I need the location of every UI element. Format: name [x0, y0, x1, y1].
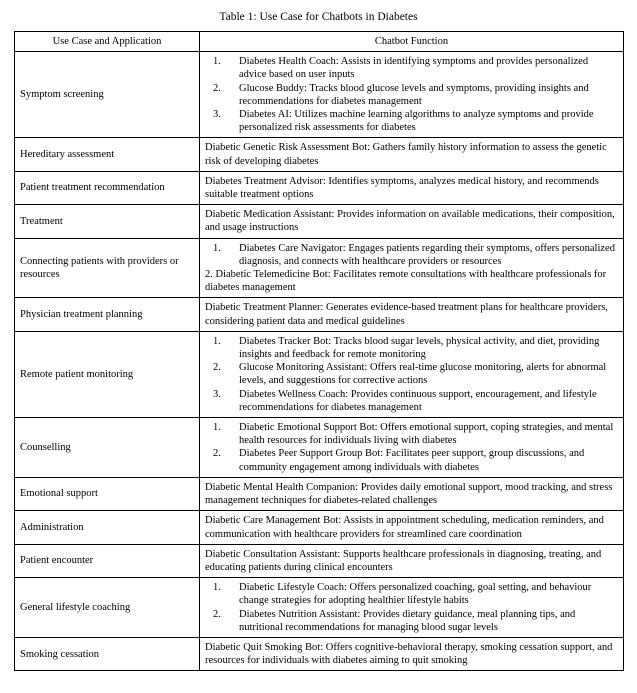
list-number: 1.: [213, 335, 221, 347]
chatbot-function-cell: [200, 578, 624, 638]
chatbot-function-cell: [200, 331, 624, 417]
function-text: Diabetes Nutrition Assistant: Provides dietary guidance, meal planning tips, and nutritional recommendations for managing blood sugar levels: [239, 608, 576, 633]
function-text: Diabetes AI: Utilizes machine learning algorithms to analyze symptoms and provide personalized risk assessments for diabetes: [239, 109, 594, 134]
chatbot-function-cell: [200, 544, 624, 577]
function-text: Diabetic Mental Health Companion: Provides daily emotional support, mood tracking, and stress management techniques for diabetes-related challenges: [205, 481, 613, 507]
table-row: [15, 477, 624, 510]
function-list: [205, 421, 618, 474]
table-body: [15, 52, 624, 671]
chatbot-function-cell: [200, 418, 624, 478]
table-row: [15, 511, 624, 544]
function-text: Glucose Monitoring Assistant: Offers real-time glucose monitoring, alerts for abnormal levels, and suggestions for corrective actions: [239, 362, 607, 387]
function-text: Diabetes Peer Support Group Bot: Facilitates peer support, group discussions, and community engagement among individuals with diabetes: [239, 448, 585, 473]
function-list-item: [205, 242, 618, 268]
use-case-cell: Patient treatment recommendation: [15, 171, 200, 204]
function-list-item: [205, 361, 618, 387]
function-text: Diabetic Emotional Support Bot: Offers emotional support, coping strategies, and mental health resources for individuals living with diabetes: [239, 422, 614, 447]
chatbot-function-cell: [200, 298, 624, 331]
function-list-item: [205, 447, 618, 473]
chatbot-function-cell: [200, 637, 624, 670]
column-header-chatbot-function: Chatbot Function: [200, 32, 624, 52]
use-case-table: [14, 31, 624, 671]
function-list-item: [205, 388, 618, 414]
table-row: [15, 52, 624, 138]
function-text: Diabetes Health Coach: Assists in identifying symptoms and provides personalized advice based on user inputs: [239, 56, 589, 81]
list-number: 1.: [213, 56, 221, 68]
function-text: Diabetes Treatment Advisor: Identifies symptoms, analyzes medical history, and recommends suitable treatment options: [205, 175, 599, 201]
table-row: [15, 205, 624, 238]
list-number: 3.: [213, 109, 221, 121]
table-row: [15, 171, 624, 204]
function-text: Diabetes Tracker Bot: Tracks blood sugar levels, physical activity, and diet, providing insights and feedback for remote monitoring: [239, 335, 600, 361]
function-text: Diabetic Treatment Planner: Generates evidence-based treatment plans for healthcare providers, considering patient data and medical guidelines: [205, 302, 608, 327]
function-text: Glucose Buddy: Tracks blood glucose levels and symptoms, providing insights and recommendations for diabetes management: [239, 82, 589, 107]
table-row: [15, 578, 624, 638]
use-case-cell: Physician treatment planning: [15, 298, 200, 331]
chatbot-function-cell: [200, 138, 624, 171]
function-list-item: [205, 108, 618, 134]
table-row: [15, 331, 624, 417]
chatbot-function-cell: [200, 477, 624, 510]
function-text: Diabetic Care Management Bot: Assists in appointment scheduling, medication reminders, and communication with healthcare providers for streamlined care coordination: [205, 515, 604, 540]
use-case-cell: Treatment: [15, 205, 200, 238]
use-case-cell: Remote patient monitoring: [15, 331, 200, 417]
use-case-cell: Smoking cessation: [15, 637, 200, 670]
use-case-cell: Symptom screening: [15, 52, 200, 138]
function-text: Diabetic Quit Smoking Bot: Offers cognitive-behavioral therapy, smoking cessation support, and resources for individuals with diabetes aiming to quit smoking: [205, 641, 613, 667]
function-list-item: [205, 608, 618, 634]
function-list-item: [205, 581, 618, 607]
chatbot-function-cell: [200, 171, 624, 204]
function-text: Diabetic Genetic Risk Assessment Bot: Gathers family history information to assess the genetic risk of developing diabetes: [205, 142, 607, 167]
table-row: [15, 298, 624, 331]
use-case-cell: General lifestyle coaching: [15, 578, 200, 638]
use-case-cell: Counselling: [15, 418, 200, 478]
chatbot-function-cell: [200, 52, 624, 138]
list-number: 2.: [213, 448, 221, 460]
function-list: [205, 581, 618, 634]
function-list-item: [205, 268, 618, 294]
function-text: Diabetic Consultation Assistant: Supports healthcare professionals in diagnosing, treating, and educating patients during clinical encounters: [205, 548, 602, 573]
table-caption: Table 1: Use Case for Chatbots in Diabetes: [219, 11, 418, 23]
use-case-cell: Emotional support: [15, 477, 200, 510]
function-list-item: [205, 82, 618, 108]
table-row: [15, 238, 624, 298]
table-row: [15, 418, 624, 478]
function-list: [205, 242, 618, 295]
chatbot-function-cell: [200, 511, 624, 544]
function-text: 2. Diabetic Telemedicine Bot: Facilitates remote consultations with healthcare professionals for diabetes management: [205, 269, 607, 294]
table-row: [15, 138, 624, 171]
function-text: Diabetes Wellness Coach: Provides continuous support, encouragement, and lifestyle recommendations for diabetes management: [239, 388, 597, 413]
chatbot-function-cell: [200, 205, 624, 238]
list-number: 2.: [213, 608, 221, 620]
use-case-cell: Hereditary assessment: [15, 138, 200, 171]
list-number: 1.: [213, 242, 221, 254]
list-number: 2.: [213, 362, 221, 374]
function-text: Diabetic Lifestyle Coach: Offers personalized coaching, goal setting, and behaviour change strategies for adopting healthier lifestyle habits: [239, 582, 592, 607]
function-list-item: [205, 421, 618, 447]
function-list: [205, 335, 618, 414]
function-list: [205, 55, 618, 134]
list-number: 1.: [213, 422, 221, 434]
chatbot-function-cell: [200, 238, 624, 298]
list-number: 1.: [213, 582, 221, 594]
function-list-item: [205, 335, 618, 361]
table-header-row: [15, 32, 624, 52]
function-list-item: [205, 55, 618, 81]
list-number: 3.: [213, 388, 221, 400]
function-text: Diabetes Care Navigator: Engages patients regarding their symptoms, offers personalized diagnosis, and connects with healthcare providers or resources: [239, 242, 615, 267]
table-head: [15, 32, 624, 52]
column-header-use-case: Use Case and Application: [15, 32, 200, 52]
use-case-cell: Patient encounter: [15, 544, 200, 577]
table-row: [15, 544, 624, 577]
list-number: 2.: [213, 82, 221, 94]
use-case-cell: Connecting patients with providers or resources: [15, 238, 200, 298]
table-row: [15, 637, 624, 670]
function-text: Diabetic Medication Assistant: Provides information on available medications, their composition, and usage instructions: [205, 209, 615, 234]
use-case-cell: Administration: [15, 511, 200, 544]
